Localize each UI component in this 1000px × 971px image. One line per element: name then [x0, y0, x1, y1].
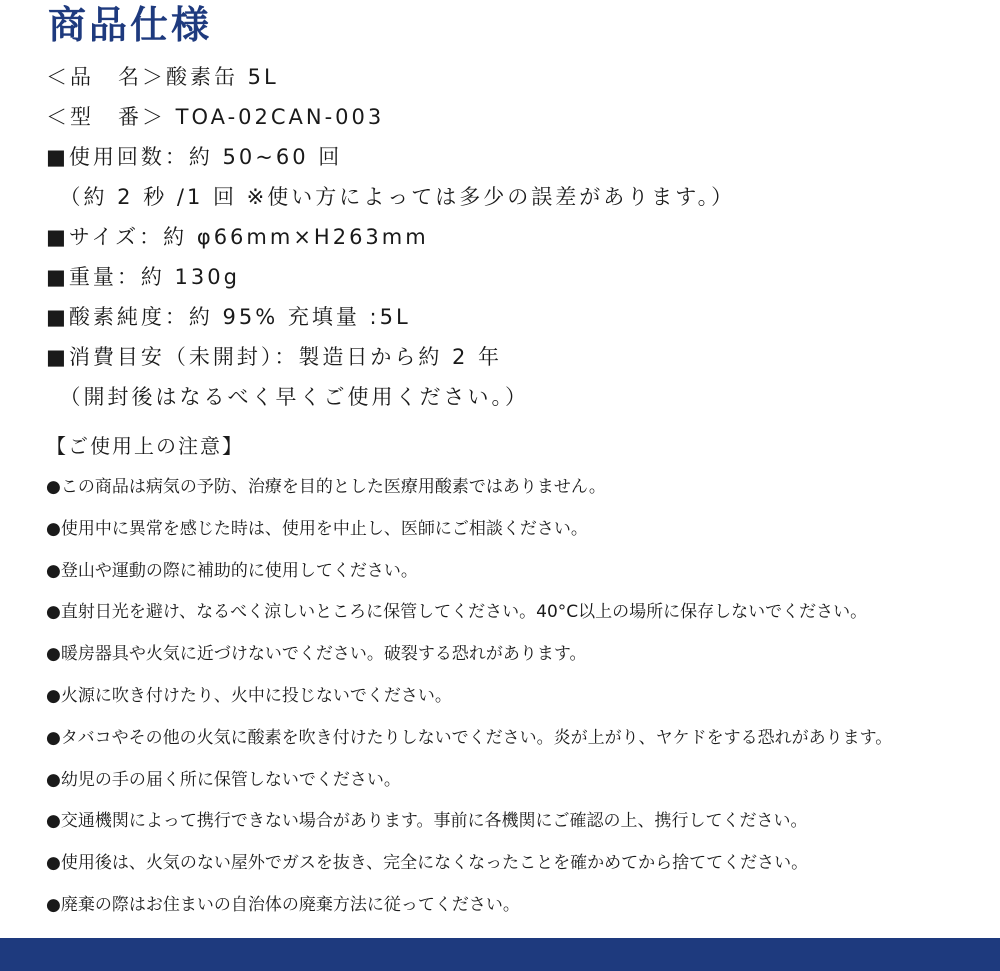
spec-weight: ■重量：約 130g	[46, 265, 240, 289]
spec-oxygen-purity: ■酸素純度：約 95% 充填量 :5L	[46, 305, 411, 329]
caution-item: ●交通機関によって携行できない場合があります。事前に各機関にご確認の上、携行してください。	[46, 811, 808, 832]
caution-item: ●使用中に異常を感じた時は、使用を中止し、医師にご相談ください。	[46, 518, 588, 539]
spec-expiry: ■消費目安（未開封）：製造日から約 2 年	[46, 345, 503, 369]
spec-size: ■サイズ：約 φ66mm×H263mm	[46, 225, 429, 249]
spec-list	[46, 57, 986, 417]
spec-model-number: ＜型 番＞ TOA-02CAN-003	[46, 105, 385, 129]
caution-item: ●暖房器具や火気に近づけないでください。破裂する恐れがあります。	[46, 644, 587, 665]
spec-product-name: ＜品 名＞酸素缶 5L	[46, 65, 279, 89]
footer-bar	[0, 938, 1000, 971]
caution-item: ●幼児の手の届く所に保管しないでください。	[46, 769, 401, 790]
caution-item: ●この商品は病気の予防、治療を目的とした医療用酸素ではありません。	[46, 477, 606, 497]
caution-item: ●直射日光を避け、なるべく涼しいところに保管してください。40°C以上の場所に保存しないでください。	[46, 602, 868, 623]
spec-expiry-note: （開封後はなるべく早くご使用ください。）	[46, 385, 529, 409]
caution-item: ●タバコやその他の火気に酸素を吹き付けたりしないでください。炎が上がり、ヤケドをする恐れがあります。	[46, 727, 893, 748]
spec-usage-note: （約 2 秒 /1 回 ※使い方によっては多少の誤差があります。）	[46, 185, 736, 209]
caution-item: ●登山や運動の際に補助的に使用してください。	[46, 560, 418, 581]
page-title: 商品仕様	[48, 3, 213, 47]
caution-heading: 【ご使用上の注意】	[46, 434, 244, 458]
caution-list	[46, 467, 991, 927]
caution-item: ●使用後は、火気のない屋外でガスを抜き、完全になくなったことを確かめてから捨ててください。	[46, 853, 809, 874]
spec-usage-count: ■使用回数：約 50~60 回	[46, 145, 343, 169]
caution-item: ●廃棄の際はお住まいの自治体の廃棄方法に従ってください。	[46, 894, 520, 915]
caution-item: ●火源に吹き付けたり、火中に投じないでください。	[46, 685, 452, 706]
